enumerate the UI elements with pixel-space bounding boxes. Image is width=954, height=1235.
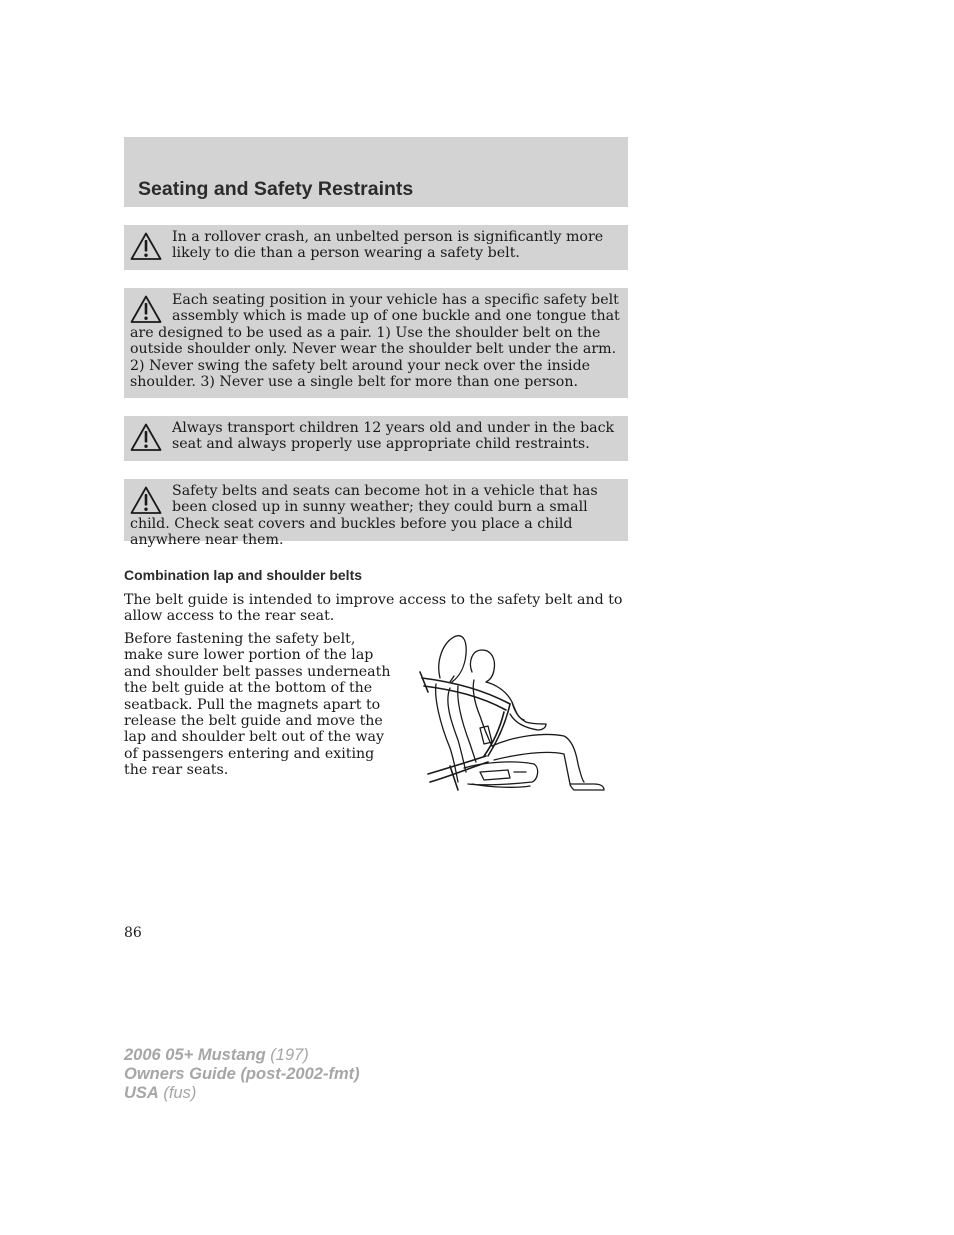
warning-triangle-icon [130, 486, 162, 515]
header-bar [124, 137, 628, 207]
page-number: 86 [124, 925, 142, 941]
body-line: Before fastening the safety belt, [124, 631, 356, 647]
body-line: the rear seats. [124, 762, 229, 779]
body-paragraph [124, 631, 404, 779]
body-line: seatback. Pull the magnets apart to [124, 696, 381, 713]
section-heading: Combination lap and shoulder belts [124, 567, 363, 583]
footer-guide: Owners Guide (post-2002-fmt) [124, 1065, 360, 1083]
footer-model: 2006 05+ Mustang [124, 1046, 266, 1064]
body-line: and shoulder belt passes underneath [124, 663, 391, 680]
warning-box-hot-belts [124, 479, 628, 549]
warning-triangle-icon [130, 295, 162, 324]
warning-text: In a rollover crash, an unbelted person is significantly more likely to die than a person wearing a safety belt. [172, 229, 604, 262]
footer-market: USA [124, 1084, 159, 1102]
footer-model-code: (197) [265, 1046, 309, 1064]
warning-triangle-icon [130, 423, 162, 452]
warning-box-rollover [124, 225, 628, 270]
body-line: of passengers entering and exiting [124, 745, 375, 762]
body-line: release the belt guide and move the [124, 713, 383, 730]
warning-text: Always transport children 12 years old and under in the back seat and always properly use appropriate child restraints. [172, 420, 615, 453]
warning-text: Each seating position in your vehicle has a specific safety belt assembly which is made up of one buckle and one tongue that are designed to be used as a pair. 1) Use the shoulder belt on the outside shoulder only. Never wear the shoulder belt under the arm. 2) Never swing the safety belt around your neck over the inside shoulder. 3) Never use a single belt for more than one person. [130, 292, 620, 391]
intro-paragraph: The belt guide is intended to improve access to the safety belt and to allow access to the rear seat. [124, 592, 623, 625]
footer-doc-info [124, 1046, 360, 1103]
page-title: Seating and Safety Restraints [138, 178, 414, 200]
warning-text: Safety belts and seats can become hot in a vehicle that has been closed up in sunny weather; they could burn a small child. Check seat covers and buckles before you place a child anywhere near them. [130, 483, 598, 549]
warning-box-children [124, 416, 628, 461]
body-line: make sure lower portion of the lap [124, 647, 374, 664]
footer-market-code: (fus) [158, 1084, 197, 1102]
seatbelt-illustration [414, 632, 608, 794]
body-line: the belt guide at the bottom of the [124, 680, 373, 697]
warning-box-belt-assembly [124, 288, 628, 398]
body-line: lap and shoulder belt out of the way [124, 729, 384, 746]
warning-triangle-icon [130, 232, 162, 261]
